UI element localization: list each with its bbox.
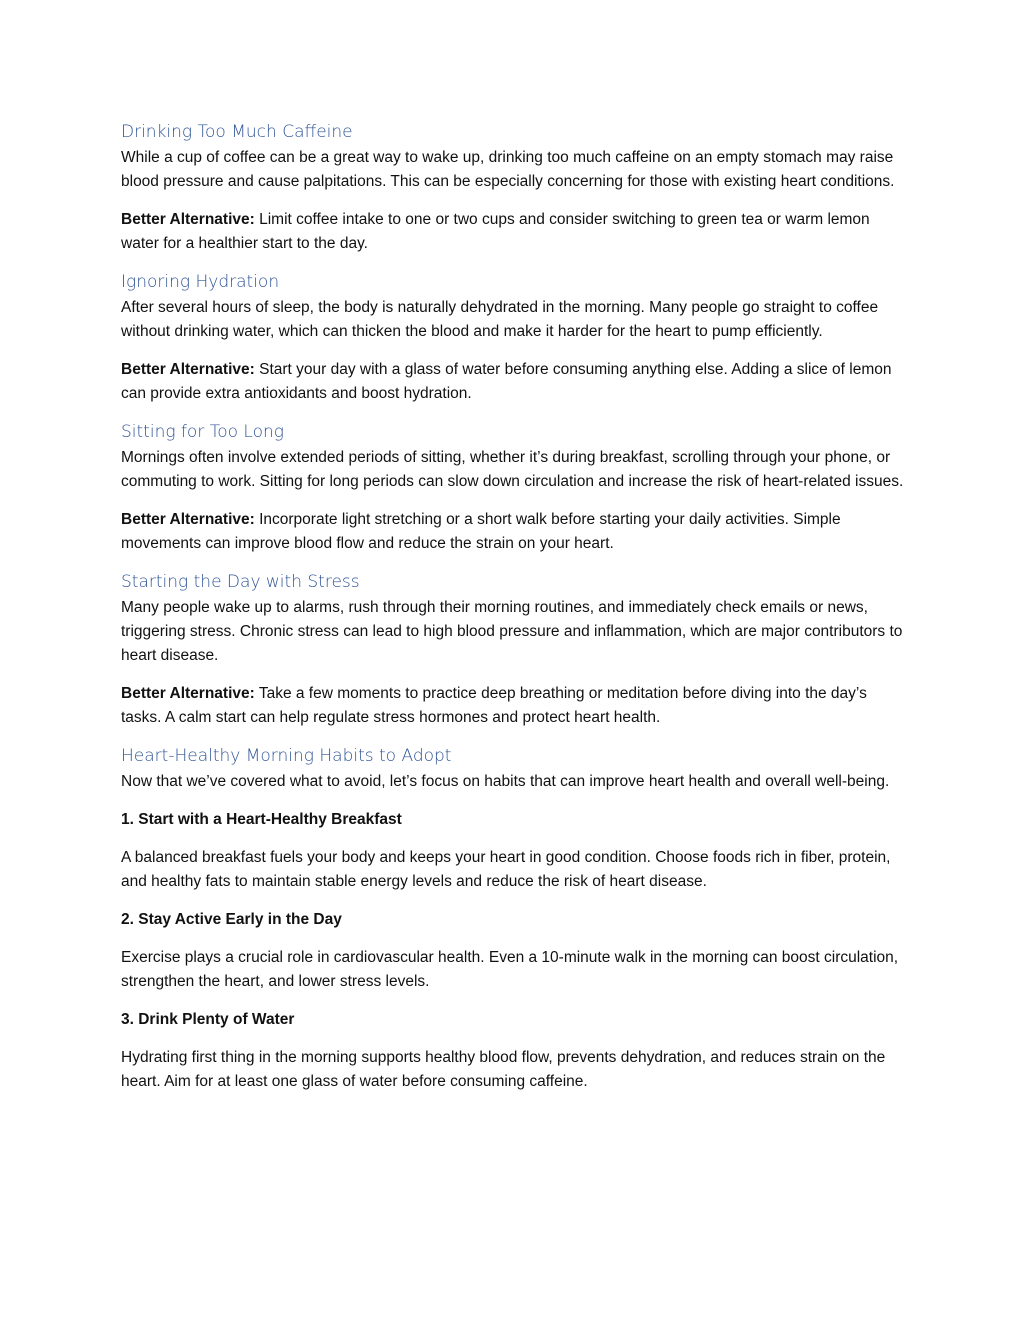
better-alternative-label: Better Alternative: [121, 685, 255, 702]
habit-title: 1. Start with a Heart-Healthy Breakfast [121, 811, 402, 828]
habit-title: 3. Drink Plenty of Water [121, 1011, 295, 1028]
habit-title: 2. Stay Active Early in the Day [121, 911, 342, 928]
better-alternative-label: Better Alternative: [121, 511, 255, 528]
section-habits [121, 744, 911, 1094]
section-body: Many people wake up to alarms, rush through their morning routines, and immediately check emails or news, triggering stress. Chronic stress can lead to high blood pressure and inflammation, which are major contributors to heart disease. [121, 599, 903, 664]
better-alternative-label: Better Alternative: [121, 361, 255, 378]
section-hydration [121, 270, 911, 406]
better-alternative [121, 682, 911, 730]
section-sitting [121, 420, 911, 556]
better-alternative [121, 508, 911, 556]
section-body: Mornings often involve extended periods of sitting, whether it’s during breakfast, scrolling through your phone, or commuting to work. Sitting for long periods can slow down circulation and increase the risk of heart-related issues. [121, 449, 904, 490]
section-heading: Starting the Day with Stress [121, 572, 360, 592]
habit-text: Exercise plays a crucial role in cardiovascular health. Even a 10-minute walk in the morning can boost circulation, strengthen the heart, and lower stress levels. [121, 949, 899, 990]
section-heading: Drinking Too Much Caffeine [121, 122, 353, 142]
better-alternative [121, 208, 911, 256]
better-alternative-text: Limit coffee intake to one or two cups and consider switching to green tea or warm lemon water for a healthier start to the day. [121, 211, 870, 252]
better-alternative-text: Start your day with a glass of water before consuming anything else. Adding a slice of lemon can provide extra antioxidants and boost hydration. [121, 361, 892, 402]
better-alternative-text: Incorporate light stretching or a short walk before starting your daily activities. Simple movements can improve blood flow and reduce the strain on your heart. [121, 511, 841, 552]
document-page [121, 116, 911, 1108]
section-body: After several hours of sleep, the body is naturally dehydrated in the morning. Many people go straight to coffee without drinking water, which can thicken the blood and make it harder for the heart to pump efficiently. [121, 299, 879, 340]
section-body: While a cup of coffee can be a great way to wake up, drinking too much caffeine on an empty stomach may raise blood pressure and cause palpitations. This can be especially concerning for those with existing heart conditions. [121, 149, 895, 190]
habits-intro: Now that we’ve covered what to avoid, let’s focus on habits that can improve heart health and overall well-being. [121, 773, 890, 790]
habit-text: A balanced breakfast fuels your body and keeps your heart in good condition. Choose foods rich in fiber, protein, and healthy fats to maintain stable energy levels and reduce the risk of heart disease. [121, 849, 891, 890]
section-heading: Heart-Healthy Morning Habits to Adopt [121, 746, 452, 766]
habit-text: Hydrating first thing in the morning supports healthy blood flow, prevents dehydration, and reduces strain on the heart. Aim for at least one glass of water before consuming caffeine. [121, 1049, 886, 1090]
section-stress [121, 570, 911, 730]
section-heading: Ignoring Hydration [121, 272, 280, 292]
better-alternative [121, 358, 911, 406]
section-caffeine [121, 120, 911, 256]
better-alternative-label: Better Alternative: [121, 211, 255, 228]
better-alternative-text: Take a few moments to practice deep breathing or meditation before diving into the day’s tasks. A calm start can help regulate stress hormones and protect heart health. [121, 685, 867, 726]
section-heading: Sitting for Too Long [121, 422, 284, 442]
